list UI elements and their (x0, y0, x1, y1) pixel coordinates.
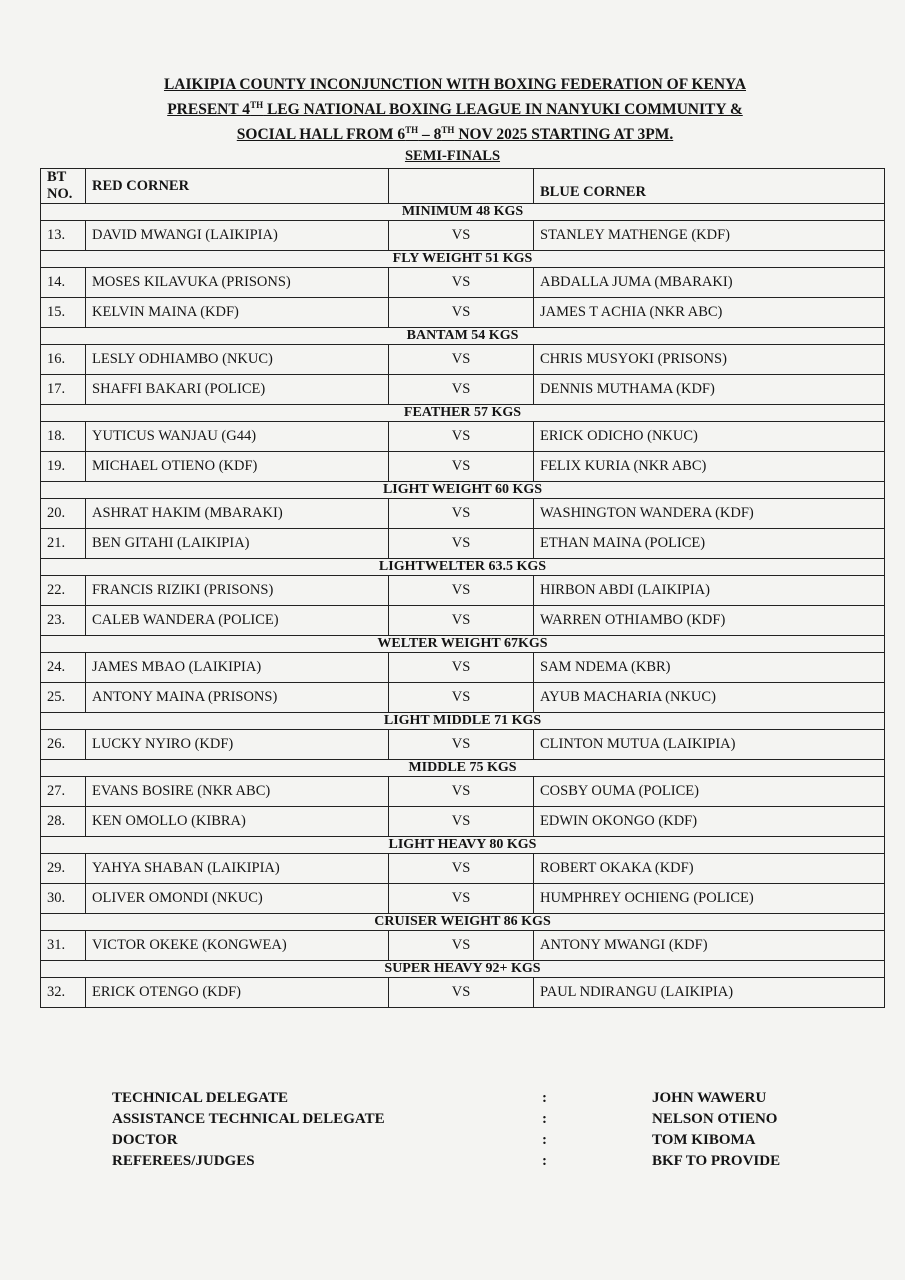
header-line-2-sup: TH (250, 100, 264, 110)
bout-row (41, 653, 885, 683)
bout-row (41, 730, 885, 760)
weight-class-label: FEATHER 57 KGS (41, 405, 885, 422)
vs-label: VS (389, 730, 534, 760)
bout-row (41, 807, 885, 837)
red-corner-boxer: EVANS BOSIRE (NKR ABC) (86, 777, 389, 807)
vs-label: VS (389, 931, 534, 961)
blue-corner-header: BLUE CORNER (534, 169, 885, 204)
official-colon: : (542, 1132, 547, 1148)
bout-row (41, 683, 885, 713)
header-line-1: LAIKIPIA COUNTY INCONJUNCTION WITH BOXING FEDERATION OF KENYA (163, 76, 747, 93)
red-corner-boxer: MICHAEL OTIENO (KDF) (86, 452, 389, 482)
bout-number: 20. (41, 499, 86, 529)
red-corner-boxer: BEN GITAHI (LAIKIPIA) (86, 529, 389, 559)
bout-row (41, 221, 885, 251)
weight-class-row (41, 251, 885, 268)
weight-class-row (41, 713, 885, 730)
weight-class-label: LIGHT MIDDLE 71 KGS (41, 713, 885, 730)
red-corner-boxer: YUTICUS WANJAU (G44) (86, 422, 389, 452)
weight-class-row (41, 760, 885, 777)
stage-title: SEMI-FINALS (404, 148, 501, 164)
official-name: JOHN WAWERU (652, 1090, 767, 1106)
vs-label: VS (389, 345, 534, 375)
red-corner-boxer: ERICK OTENGO (KDF) (86, 978, 389, 1008)
official-row (112, 1088, 832, 1109)
bout-number: 27. (41, 777, 86, 807)
bout-number: 19. (41, 452, 86, 482)
weight-class-row (41, 636, 885, 653)
vs-label: VS (389, 452, 534, 482)
bout-row (41, 499, 885, 529)
blue-corner-boxer: SAM NDEMA (KBR) (534, 653, 885, 683)
vs-label: VS (389, 653, 534, 683)
official-name: TOM KIBOMA (652, 1132, 756, 1148)
header-line-2 (60, 95, 850, 120)
vs-label: VS (389, 683, 534, 713)
bt-no-header: BT NO. (41, 169, 86, 204)
bout-number: 32. (41, 978, 86, 1008)
official-colon: : (542, 1111, 547, 1127)
bout-row (41, 576, 885, 606)
weight-class-label: SUPER HEAVY 92+ KGS (41, 961, 885, 978)
red-corner-boxer: LESLY ODHIAMBO (NKUC) (86, 345, 389, 375)
vs-label: VS (389, 978, 534, 1008)
bout-number: 31. (41, 931, 86, 961)
bout-number: 18. (41, 422, 86, 452)
official-name: NELSON OTIENO (652, 1111, 778, 1127)
bout-number: 28. (41, 807, 86, 837)
bout-row (41, 375, 885, 405)
red-corner-header: RED CORNER (86, 169, 389, 204)
vs-label: VS (389, 375, 534, 405)
bout-row (41, 854, 885, 884)
red-corner-boxer: JAMES MBAO (LAIKIPIA) (86, 653, 389, 683)
vs-label: VS (389, 576, 534, 606)
bout-number: 22. (41, 576, 86, 606)
header-line-3-c: NOV 2025 STARTING AT 3PM. (454, 126, 674, 144)
official-role: TECHNICAL DELEGATE (112, 1090, 289, 1106)
vs-label: VS (389, 529, 534, 559)
blue-corner-boxer: WARREN OTHIAMBO (KDF) (534, 606, 885, 636)
blue-corner-boxer: ABDALLA JUMA (MBARAKI) (534, 268, 885, 298)
red-corner-boxer: OLIVER OMONDI (NKUC) (86, 884, 389, 914)
bout-number: 21. (41, 529, 86, 559)
red-corner-boxer: SHAFFI BAKARI (POLICE) (86, 375, 389, 405)
blue-corner-boxer: STANLEY MATHENGE (KDF) (534, 221, 885, 251)
blue-corner-boxer: WASHINGTON WANDERA (KDF) (534, 499, 885, 529)
weight-class-label: LIGHT HEAVY 80 KGS (41, 837, 885, 854)
vs-label: VS (389, 807, 534, 837)
red-corner-boxer: VICTOR OKEKE (KONGWEA) (86, 931, 389, 961)
weight-class-row (41, 328, 885, 345)
vs-label: VS (389, 221, 534, 251)
blue-corner-boxer: ERICK ODICHO (NKUC) (534, 422, 885, 452)
weight-class-label: BANTAM 54 KGS (41, 328, 885, 345)
bout-number: 16. (41, 345, 86, 375)
weight-class-label: CRUISER WEIGHT 86 KGS (41, 914, 885, 931)
bout-number: 29. (41, 854, 86, 884)
official-row (112, 1151, 832, 1172)
bout-number: 17. (41, 375, 86, 405)
blue-corner-boxer: PAUL NDIRANGU (LAIKIPIA) (534, 978, 885, 1008)
bout-number: 13. (41, 221, 86, 251)
vs-label: VS (389, 884, 534, 914)
weight-class-row (41, 204, 885, 221)
bout-row (41, 452, 885, 482)
table-header-row (41, 169, 885, 204)
bout-row (41, 345, 885, 375)
weight-class-label: MINIMUM 48 KGS (41, 204, 885, 221)
red-corner-boxer: FRANCIS RIZIKI (PRISONS) (86, 576, 389, 606)
blue-corner-boxer: COSBY OUMA (POLICE) (534, 777, 885, 807)
vs-label: VS (389, 606, 534, 636)
official-name: BKF TO PROVIDE (652, 1153, 781, 1169)
official-colon: : (542, 1090, 547, 1106)
red-corner-boxer: DAVID MWANGI (LAIKIPIA) (86, 221, 389, 251)
bout-number: 14. (41, 268, 86, 298)
header-line-3 (60, 120, 850, 145)
red-corner-boxer: MOSES KILAVUKA (PRISONS) (86, 268, 389, 298)
official-row (112, 1130, 832, 1151)
weight-class-row (41, 405, 885, 422)
weight-class-label: LIGHT WEIGHT 60 KGS (41, 482, 885, 499)
weight-class-label: MIDDLE 75 KGS (41, 760, 885, 777)
vs-label: VS (389, 499, 534, 529)
weight-class-label: LIGHTWELTER 63.5 KGS (41, 559, 885, 576)
header-line-3-sup2: TH (441, 125, 455, 136)
bout-number: 23. (41, 606, 86, 636)
bout-row (41, 777, 885, 807)
bout-row (41, 298, 885, 328)
official-role: REFEREES/JUDGES (112, 1153, 255, 1169)
blue-corner-boxer: CLINTON MUTUA (LAIKIPIA) (534, 730, 885, 760)
bout-number: 15. (41, 298, 86, 328)
weight-class-label: FLY WEIGHT 51 KGS (41, 251, 885, 268)
bout-row (41, 268, 885, 298)
blue-corner-boxer: FELIX KURIA (NKR ABC) (534, 452, 885, 482)
bout-number: 24. (41, 653, 86, 683)
official-role: DOCTOR (112, 1132, 178, 1148)
official-role: ASSISTANCE TECHNICAL DELEGATE (112, 1111, 385, 1127)
bouts-table (40, 168, 885, 1008)
official-row (112, 1109, 832, 1130)
officials-list (112, 1088, 832, 1172)
vs-header (389, 169, 534, 204)
weight-class-row (41, 914, 885, 931)
bout-row (41, 529, 885, 559)
header-line-2-a: PRESENT 4 (167, 101, 251, 119)
weight-class-row (41, 482, 885, 499)
bout-row (41, 931, 885, 961)
blue-corner-boxer: DENNIS MUTHAMA (KDF) (534, 375, 885, 405)
red-corner-boxer: ASHRAT HAKIM (MBARAKI) (86, 499, 389, 529)
blue-corner-boxer: ETHAN MAINA (POLICE) (534, 529, 885, 559)
red-corner-boxer: KELVIN MAINA (KDF) (86, 298, 389, 328)
red-corner-boxer: KEN OMOLLO (KIBRA) (86, 807, 389, 837)
blue-corner-boxer: EDWIN OKONGO (KDF) (534, 807, 885, 837)
bout-row (41, 422, 885, 452)
header-line-3-b: – 8 (418, 126, 442, 144)
blue-corner-boxer: HIRBON ABDI (LAIKIPIA) (534, 576, 885, 606)
red-corner-boxer: LUCKY NYIRO (KDF) (86, 730, 389, 760)
bout-row (41, 606, 885, 636)
blue-corner-boxer: HUMPHREY OCHIENG (POLICE) (534, 884, 885, 914)
vs-label: VS (389, 422, 534, 452)
bout-row (41, 978, 885, 1008)
weight-class-row (41, 837, 885, 854)
red-corner-boxer: CALEB WANDERA (POLICE) (86, 606, 389, 636)
header-line-2-b: LEG NATIONAL BOXING LEAGUE IN NANYUKI COMMUNITY & (263, 101, 743, 119)
bout-number: 26. (41, 730, 86, 760)
document-header (60, 74, 850, 145)
vs-label: VS (389, 777, 534, 807)
weight-class-label: WELTER WEIGHT 67KGS (41, 636, 885, 653)
header-line-3-sup1: TH (405, 125, 419, 136)
red-corner-boxer: ANTONY MAINA (PRISONS) (86, 683, 389, 713)
vs-label: VS (389, 298, 534, 328)
vs-label: VS (389, 854, 534, 884)
header-line-3-a: SOCIAL HALL FROM 6 (236, 126, 406, 144)
red-corner-boxer: YAHYA SHABAN (LAIKIPIA) (86, 854, 389, 884)
vs-label: VS (389, 268, 534, 298)
bout-number: 25. (41, 683, 86, 713)
weight-class-row (41, 559, 885, 576)
official-colon: : (542, 1153, 547, 1169)
bout-row (41, 884, 885, 914)
blue-corner-boxer: JAMES T ACHIA (NKR ABC) (534, 298, 885, 328)
blue-corner-boxer: ROBERT OKAKA (KDF) (534, 854, 885, 884)
bout-number: 30. (41, 884, 86, 914)
weight-class-row (41, 961, 885, 978)
blue-corner-boxer: CHRIS MUSYOKI (PRISONS) (534, 345, 885, 375)
blue-corner-boxer: ANTONY MWANGI (KDF) (534, 931, 885, 961)
blue-corner-boxer: AYUB MACHARIA (NKUC) (534, 683, 885, 713)
